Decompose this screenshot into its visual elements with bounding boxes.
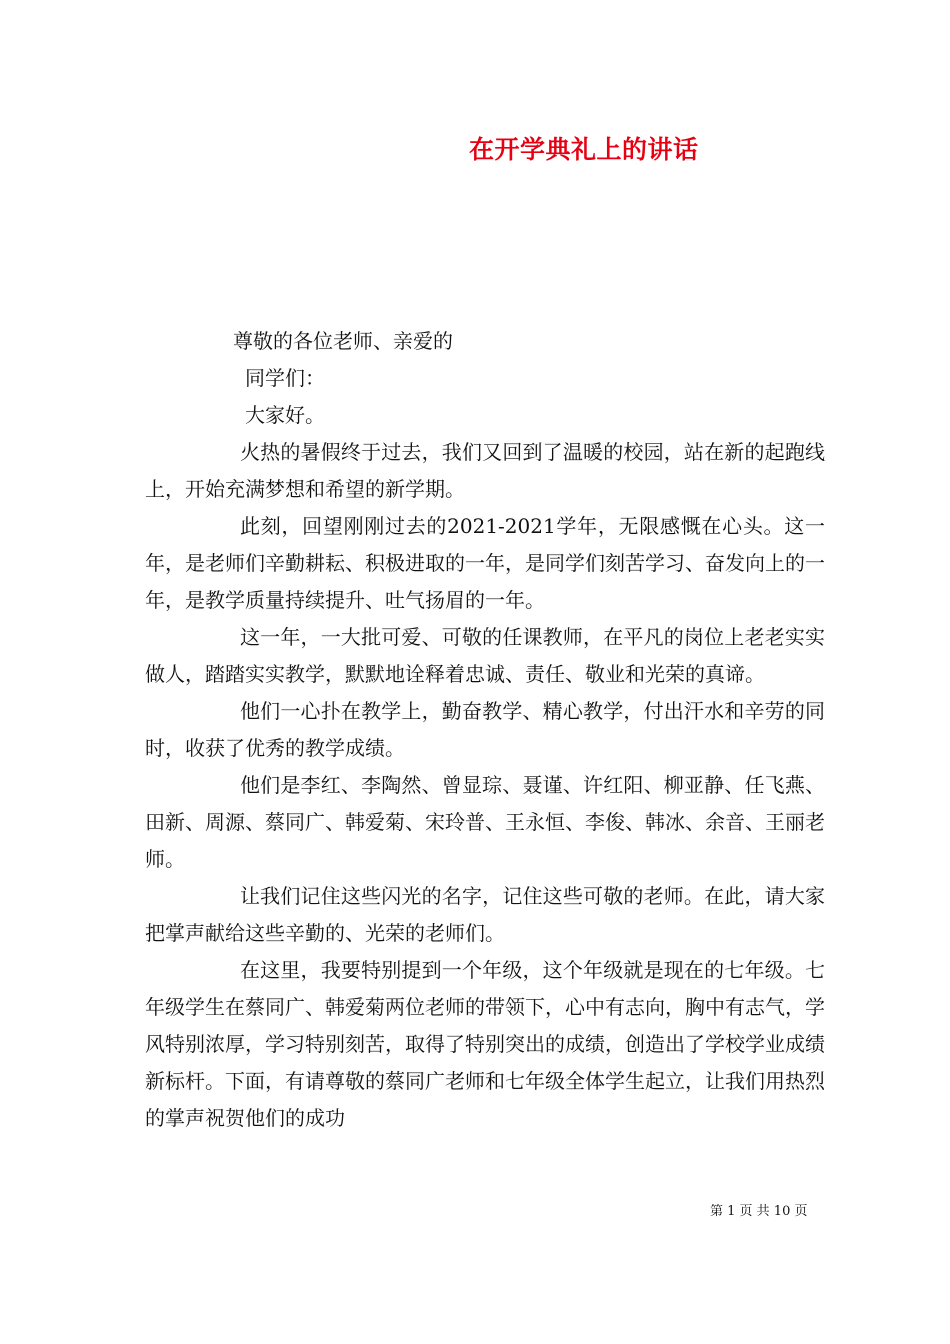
paragraph-3: 这一年，一大批可爱、可敬的任课教师，在平凡的岗位上老老实实做人，踏踏实实教学，默默地诠释着忠诚、责任、敬业和光荣的真谛。 bbox=[145, 625, 825, 686]
paragraph-2: 此刻，回望刚刚过去的2021-2021学年，无限感慨在心头。这一年，是老师们辛勤耕耘、积极进取的一年，是同学们刻苦学习、奋发向上的一年，是教学质量持续提升、吐气扬眉的一年。 bbox=[145, 514, 825, 612]
paragraph-1: 火热的暑假终于过去，我们又回到了温暖的校园，站在新的起跑线上，开始充满梦想和希望的新学期。 bbox=[145, 440, 825, 501]
paragraph-6: 让我们记住这些闪光的名字，记住这些可敬的老师。在此，请大家把掌声献给这些辛勤的、光荣的老师们。 bbox=[145, 884, 825, 945]
paragraph-4: 他们一心扑在教学上，勤奋教学、精心教学，付出汗水和辛劳的同时，收获了优秀的教学成绩。 bbox=[145, 699, 825, 760]
paragraph-7: 在这里，我要特别提到一个年级，这个年级就是现在的七年级。七年级学生在蔡同广、韩爱菊两位老师的带领下，心中有志向，胸中有志气，学风特别浓厚，学习特别刻苦，取得了特别突出的成绩，创造出了学校学业成绩新标杆。下面，有请尊敬的蔡同广老师和七年级全体学生起立，让我们用热烈的掌声祝贺他们的成功 bbox=[145, 958, 825, 1130]
salutation-line: 尊敬的各位老师、亲爱的 bbox=[233, 329, 453, 353]
paragraph-5: 他们是李红、李陶然、曾显琮、聂谨、许红阳、柳亚静、任飞燕、田新、周源、蔡同广、韩爱菊、宋玲普、王永恒、李俊、韩冰、余音、王丽老师。 bbox=[145, 773, 825, 871]
document-title: 在开学典礼上的讲话 bbox=[469, 135, 699, 164]
greeting-line: 大家好。 bbox=[245, 403, 325, 427]
document-body bbox=[145, 323, 825, 1137]
page-number-footer: 第 1 页 共 10 页 bbox=[710, 1204, 808, 1219]
salutation-continuation: 同学们： bbox=[245, 366, 325, 390]
